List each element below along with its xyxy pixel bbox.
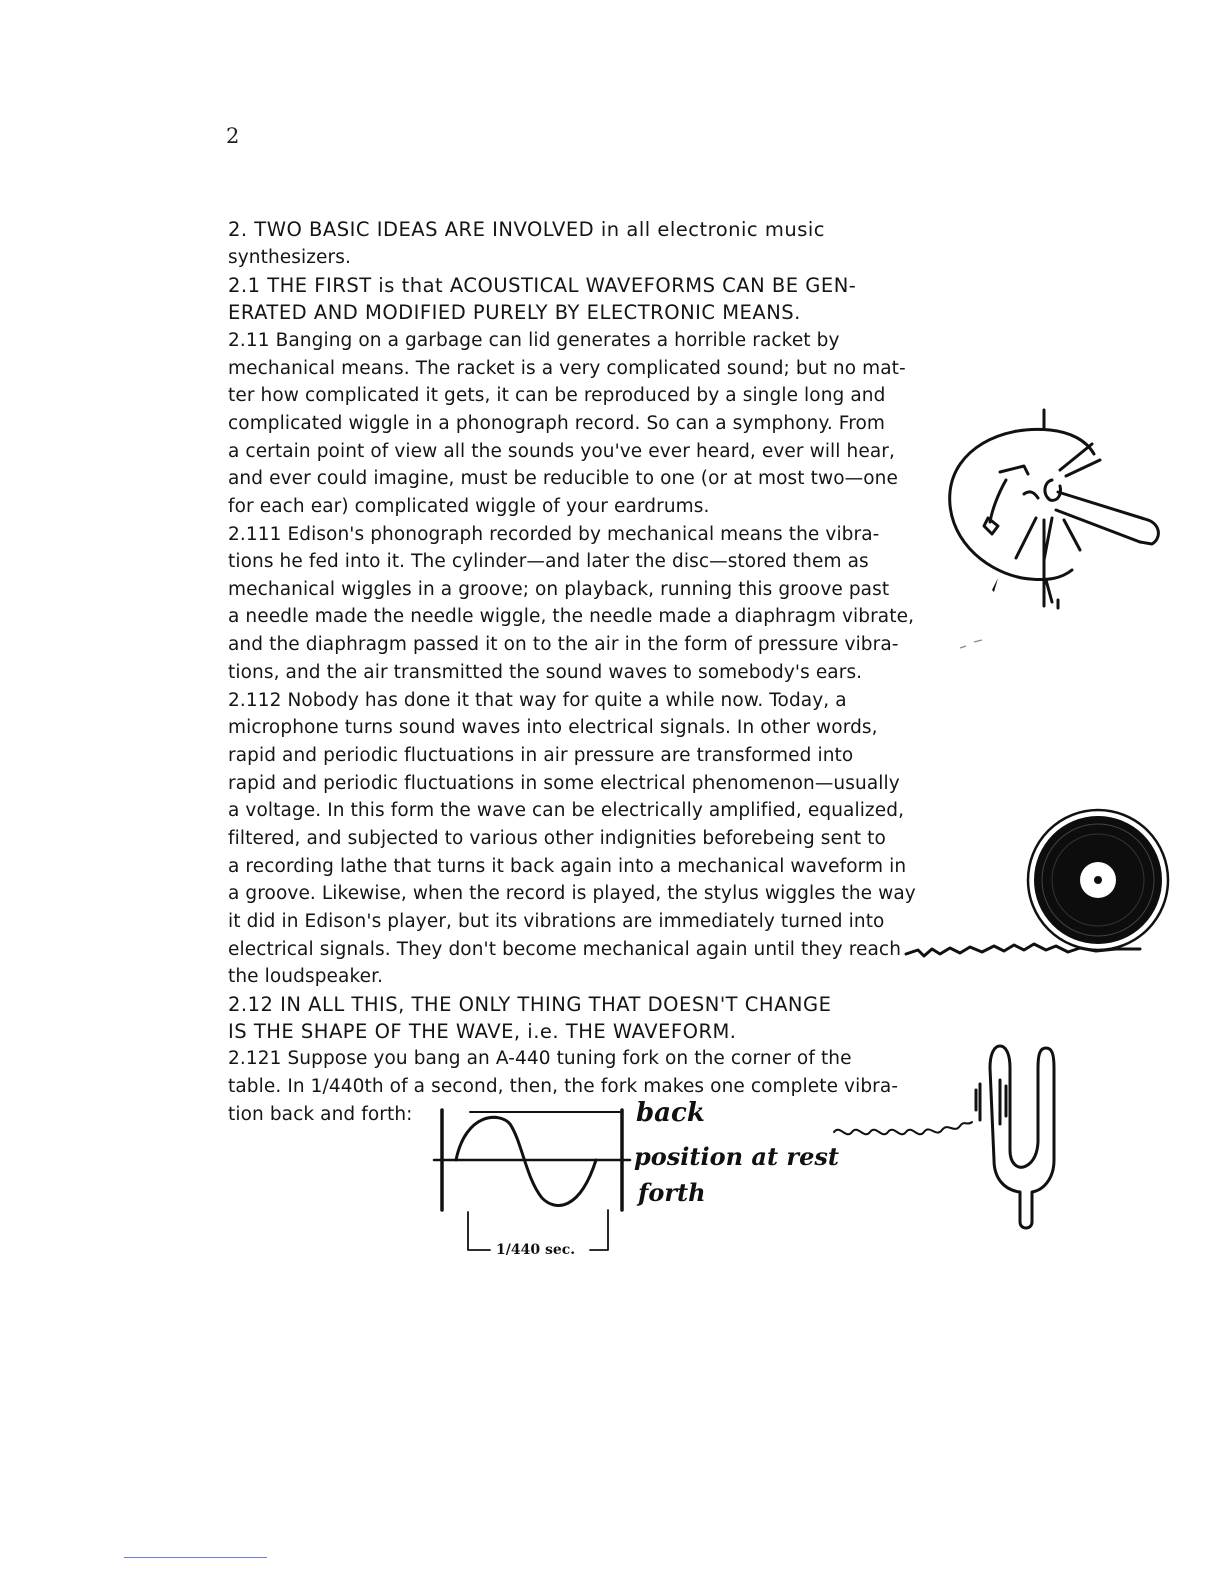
text-line: a certain point of view all the sounds you've ever heard, ever will hear,	[228, 441, 895, 462]
phonograph-diaphragm-illustration	[940, 410, 1170, 660]
text-line: for each ear) complicated wiggle of your eardrums.	[228, 496, 710, 517]
text-line: a needle made the needle wiggle, the needle made a diaphragm vibrate,	[228, 606, 915, 627]
footer-rule	[124, 1557, 267, 1558]
text-line: 2. TWO BASIC IDEAS ARE INVOLVED in all electronic music	[228, 218, 825, 241]
text-line: rapid and periodic fluctuations in air pressure are transformed into	[228, 745, 854, 766]
text-line: 2.12 IN ALL THIS, THE ONLY THING THAT DOESN'T CHANGE	[228, 993, 832, 1016]
text-line: tion back and forth:	[228, 1104, 413, 1125]
text-line: tions, and the air transmitted the sound waves to somebody's ears.	[228, 662, 863, 683]
period-label: 1/440 sec.	[496, 1242, 576, 1258]
text-line: and ever could imagine, must be reducible to one (or at most two—one	[228, 468, 898, 489]
text-line: 2.121 Suppose you bang an A-440 tuning fork on the corner of the	[228, 1048, 852, 1069]
text-line: 2.11 Banging on a garbage can lid generates a horrible racket by	[228, 330, 840, 351]
text-line: electrical signals. They don't become mechanical again until they reach	[228, 939, 902, 960]
text-line: synthesizers.	[228, 247, 351, 268]
text-line: ERATED AND MODIFIED PURELY BY ELECTRONIC MEANS.	[228, 301, 801, 324]
text-line: mechanical wiggles in a groove; on playback, running this groove past	[228, 579, 890, 600]
text-line: 2.112 Nobody has done it that way for quite a while now. Today, a	[228, 690, 847, 711]
text-line: filtered, and subjected to various other indignities beforebeing sent to	[228, 828, 886, 849]
text-line: rapid and periodic fluctuations in some electrical phenomenon—usually	[228, 773, 900, 794]
text-line: mechanical means. The racket is a very complicated sound; but no mat-	[228, 358, 906, 379]
text-line: the loudspeaker.	[228, 966, 384, 987]
text-line: a groove. Likewise, when the record is played, the stylus wiggles the way	[228, 883, 916, 904]
page-number: 2	[226, 124, 240, 148]
text-line: a voltage. In this form the wave can be electrically amplified, equalized,	[228, 800, 905, 821]
label-position-at-rest: position at rest	[634, 1142, 839, 1171]
text-line: a recording lathe that turns it back again into a mechanical waveform in	[228, 856, 907, 877]
text-line: it did in Edison's player, but its vibrations are immediately turned into	[228, 911, 885, 932]
text-line: IS THE SHAPE OF THE WAVE, i.e. THE WAVEFORM.	[228, 1020, 737, 1043]
text-line: complicated wiggle in a phonograph record. So can a symphony. From	[228, 413, 886, 434]
tuning-fork-illustration	[830, 1040, 1060, 1235]
text-line: and the diaphragm passed it on to the air in the form of pressure vibra-	[228, 634, 899, 655]
text-line: 2.111 Edison's phonograph recorded by mechanical means the vibra-	[228, 524, 880, 545]
record-disc-illustration	[900, 800, 1180, 970]
text-line: table. In 1/440th of a second, then, the fork makes one complete vibra-	[228, 1076, 899, 1097]
label-back: back	[636, 1098, 705, 1128]
text-line: ter how complicated it gets, it can be reproduced by a single long and	[228, 385, 886, 406]
text-line: 2.1 THE FIRST is that ACOUSTICAL WAVEFORMS CAN BE GEN-	[228, 274, 857, 297]
text-line: tions he fed into it. The cylinder—and later the disc—stored them as	[228, 551, 869, 572]
label-forth: forth	[638, 1178, 706, 1207]
text-line: microphone turns sound waves into electrical signals. In other words,	[228, 717, 878, 738]
